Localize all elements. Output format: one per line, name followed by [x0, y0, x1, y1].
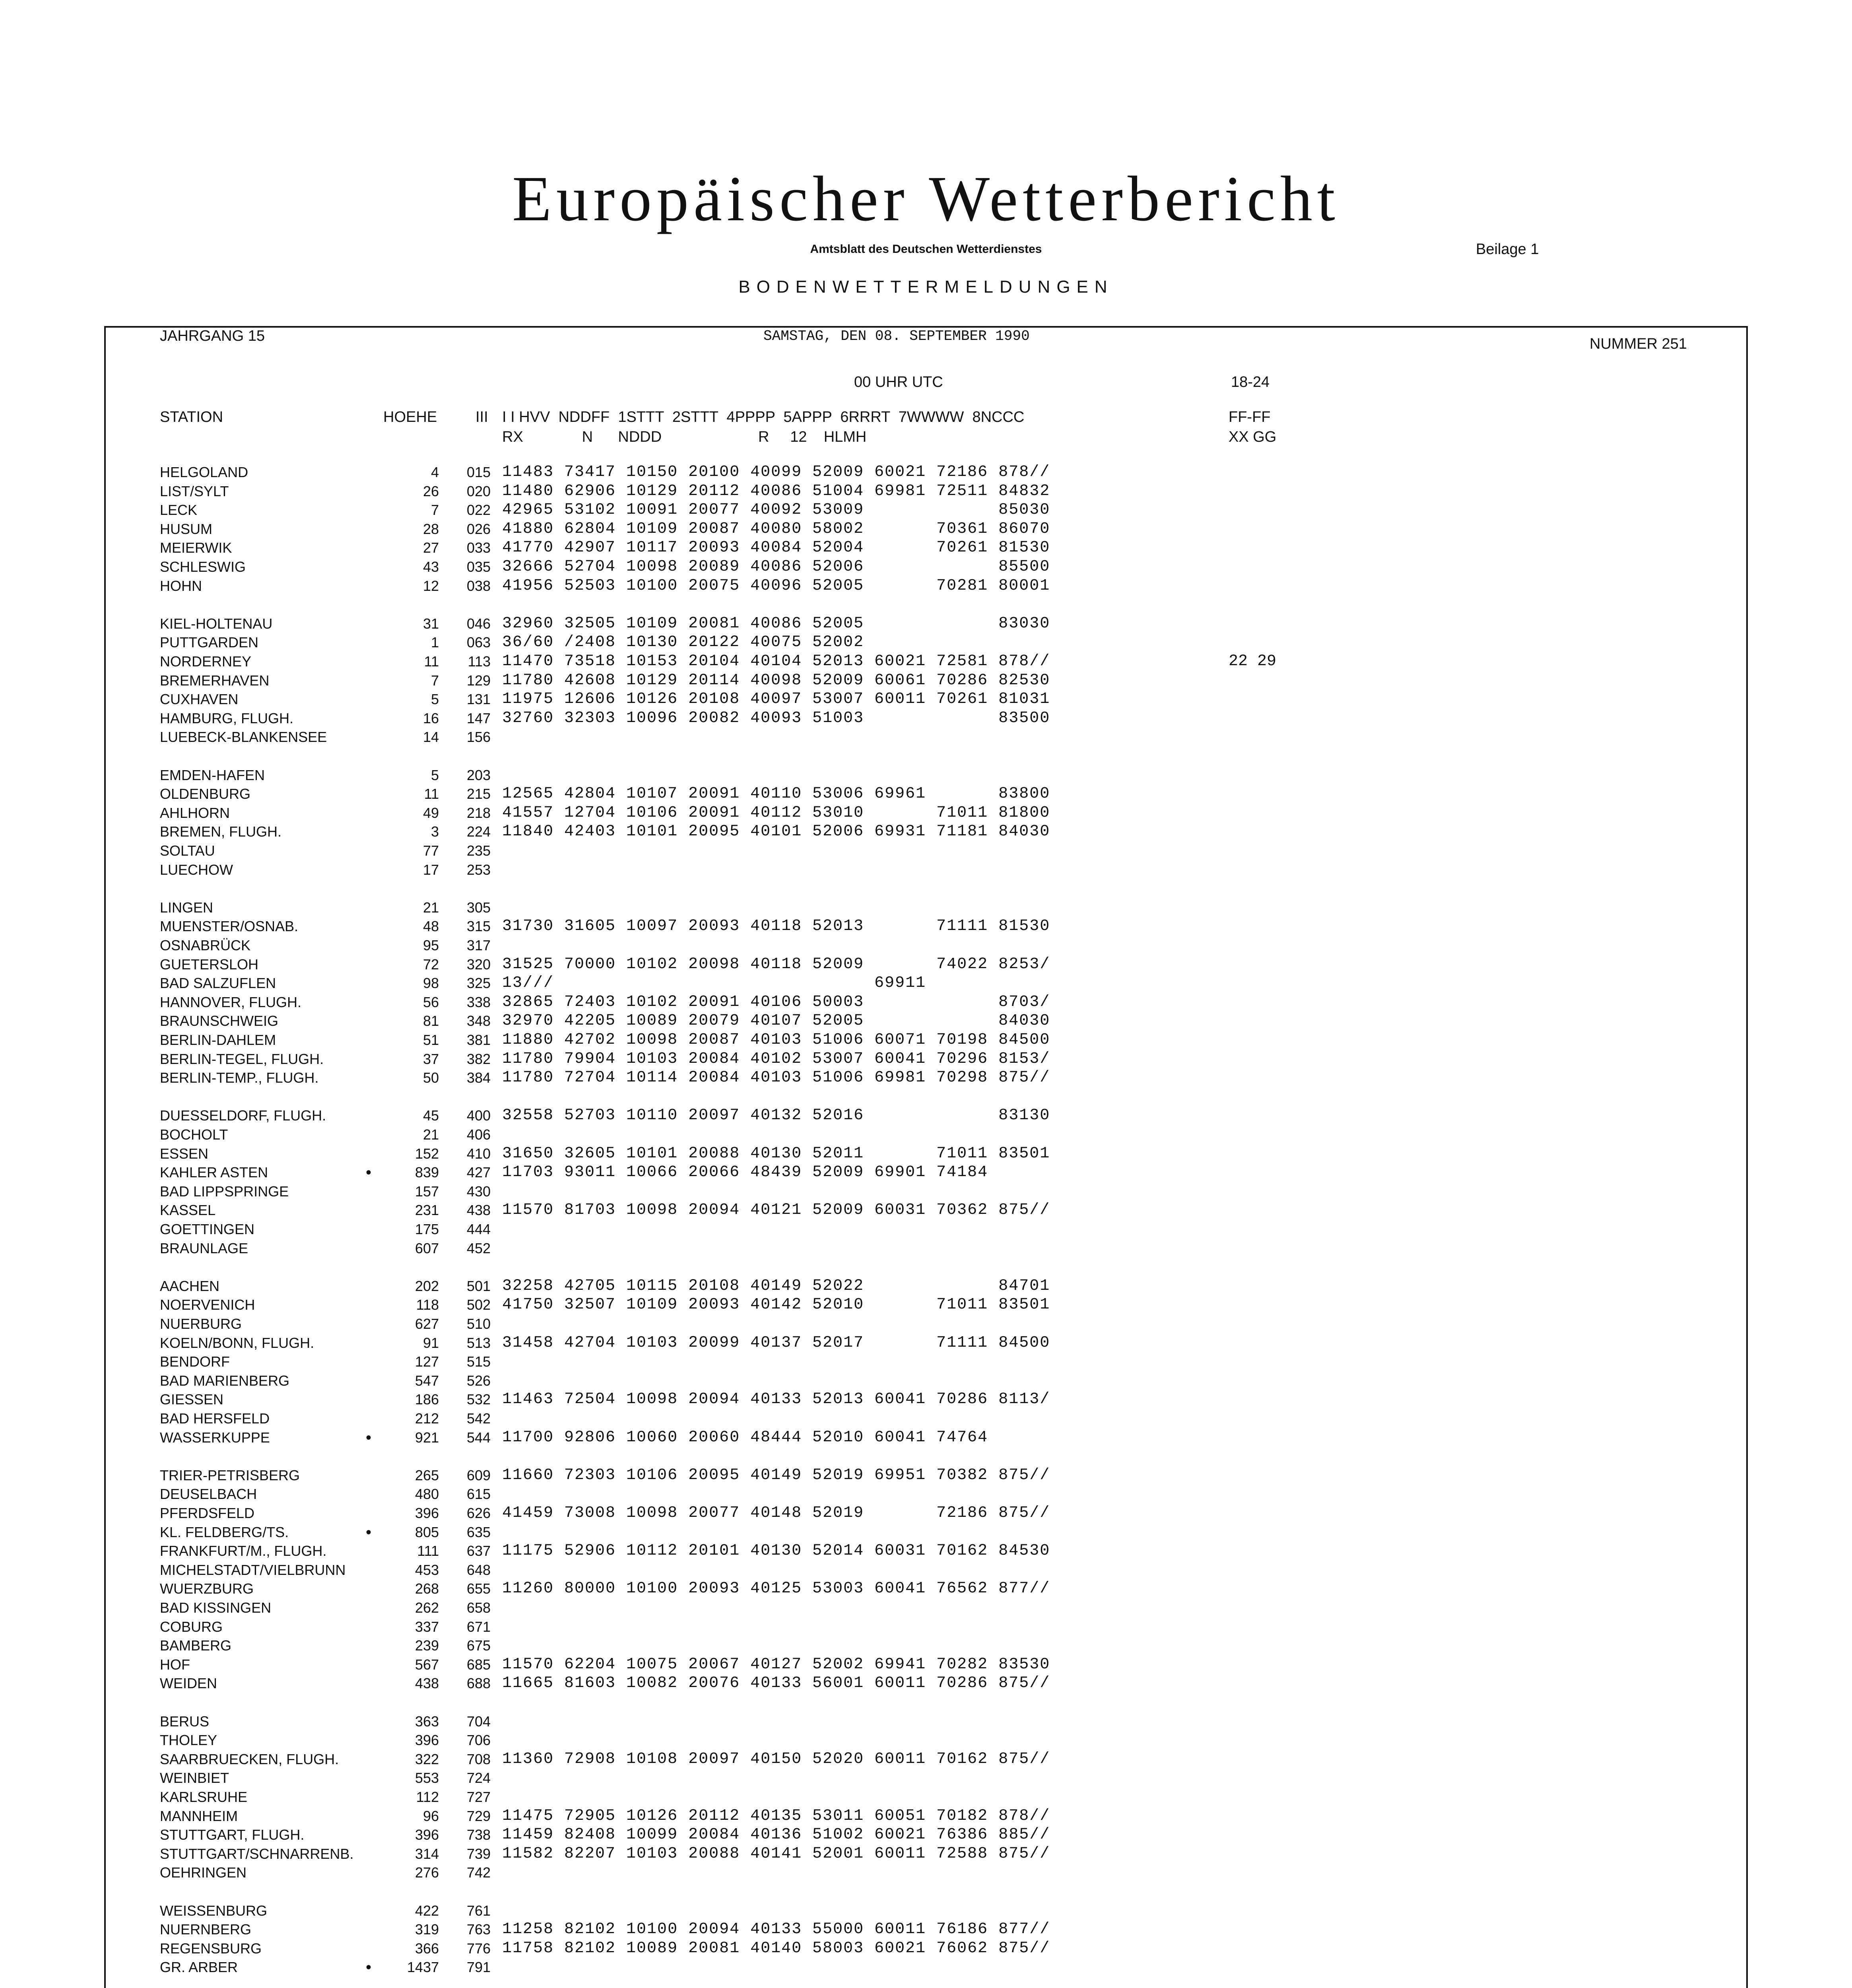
station-id: 791	[466, 1959, 491, 1976]
station-height: 37	[423, 1050, 439, 1067]
station-id: 338	[466, 994, 491, 1010]
station-name: HOF	[160, 1656, 190, 1673]
station-codes: 11780 72704 10114 20084 40103 51006 69981 70298 875//	[502, 1069, 1050, 1087]
station-height: 1	[431, 634, 439, 651]
station-height: 11	[424, 786, 439, 802]
station-codes: 32666 52704 10098 20089 40086 52006 85500	[502, 558, 1050, 576]
station-codes: 11880 42702 10098 20087 40103 51006 60071 70198 84500	[502, 1031, 1050, 1049]
station-id: 046	[466, 615, 491, 632]
station-id: 532	[466, 1391, 491, 1408]
station-name: KAHLER ASTEN	[160, 1164, 268, 1181]
station-name: BAD KISSINGEN	[160, 1600, 272, 1616]
station-height: 5	[431, 767, 439, 783]
station-codes: 11175 52906 10112 20101 40130 52014 60031 70162 84530	[502, 1542, 1050, 1560]
station-codes: 32258 42705 10115 20108 40149 52022 84701	[502, 1277, 1050, 1295]
station-codes: 36/60 /2408 10130 20122 40075 52002	[502, 633, 864, 652]
station-name: WEINBIET	[160, 1770, 229, 1786]
station-name: CUXHAVEN	[160, 691, 239, 708]
station-height: 157	[415, 1183, 439, 1200]
station-codes: 13/// 69911	[502, 974, 926, 992]
station-id: 502	[466, 1297, 491, 1313]
station-height: 396	[415, 1505, 439, 1521]
station-name: AHLHORN	[160, 804, 230, 821]
station-name: BRAUNLAGE	[160, 1240, 248, 1256]
station-height: 17	[423, 861, 439, 878]
station-codes: 11360 72908 10108 20097 40150 52020 60011 70162 875//	[502, 1750, 1050, 1768]
station-height: 91	[423, 1334, 439, 1351]
station-name: SCHLESWIG	[160, 559, 246, 575]
station-name: THOLEY	[160, 1732, 217, 1749]
station-id: 215	[466, 786, 491, 802]
station-height: 77	[423, 843, 439, 859]
station-height: 95	[423, 937, 439, 953]
station-id: 685	[466, 1656, 491, 1673]
column-header-hoehe: HOEHE	[383, 409, 437, 425]
station-name: FRANKFURT/M., FLUGH.	[160, 1543, 327, 1559]
station-id: 738	[466, 1827, 491, 1843]
station-id: 438	[466, 1202, 491, 1219]
station-id: 542	[466, 1410, 491, 1427]
column-header-codes-line1: I I HVV NDDFF 1STTT 2STTT 4PPPP 5APPP 6RRRT 7WWWW 8NCCC	[502, 409, 1025, 425]
station-name: GUETERSLOH	[160, 956, 259, 973]
station-name: WEIDEN	[160, 1675, 217, 1692]
station-height: 231	[415, 1202, 439, 1219]
station-id: 609	[466, 1467, 491, 1483]
station-id: 315	[466, 918, 491, 935]
station-height: 112	[416, 1789, 439, 1805]
mountain-station-marker: •	[366, 1959, 372, 1976]
station-codes: 41880 62804 10109 20087 40080 58002 70361 86070	[502, 520, 1050, 538]
station-height: 276	[415, 1864, 439, 1881]
station-name: BOCHOLT	[160, 1126, 228, 1143]
station-id: 761	[466, 1902, 491, 1919]
station-name: HAMBURG, FLUGH.	[160, 710, 294, 726]
station-id: 739	[466, 1845, 491, 1862]
station-height: 438	[415, 1675, 439, 1692]
station-name: KARLSRUHE	[160, 1789, 248, 1805]
station-id: 410	[466, 1145, 491, 1162]
station-height: 11	[424, 653, 439, 670]
station-name: DUESSELDORF, FLUGH.	[160, 1107, 326, 1124]
issue-number: NUMMER 251	[1590, 336, 1687, 352]
station-height: 118	[416, 1297, 439, 1313]
station-codes: 11470 73518 10153 20104 40104 52013 60021 72581 878//	[502, 652, 1050, 670]
station-id: 513	[466, 1334, 491, 1351]
station-height: 567	[415, 1656, 439, 1673]
station-id: 320	[466, 956, 491, 973]
station-codes: 11459 82408 10099 20084 40136 51002 60021 76386 885//	[502, 1826, 1050, 1844]
station-codes: 31730 31605 10097 20093 40118 52013 71111 81530	[502, 917, 1050, 936]
period-label: 18-24	[1231, 374, 1270, 390]
station-id: 035	[466, 559, 491, 575]
supplement-label: Beilage 1	[1476, 241, 1539, 258]
station-codes: 11758 82102 10089 20081 40140 58003 60021 76062 875//	[502, 1939, 1050, 1957]
station-codes: 11703 93011 10066 20066 48439 52009 69901 74184	[502, 1163, 988, 1182]
station-name: BERLIN-TEMP., FLUGH.	[160, 1070, 319, 1086]
station-id: 224	[466, 823, 491, 840]
station-id: 615	[466, 1486, 491, 1503]
station-height: 12	[423, 577, 439, 594]
station-id: 129	[466, 672, 491, 689]
station-id: 317	[466, 937, 491, 953]
station-height: 127	[415, 1353, 439, 1370]
station-height: 51	[423, 1032, 439, 1048]
station-height: 262	[415, 1600, 439, 1616]
station-height: 14	[423, 729, 439, 746]
column-header-codes-line2: RX N NDDD R 12 HLMH	[502, 429, 867, 445]
station-name: SOLTAU	[160, 843, 215, 859]
column-header-station: STATION	[160, 409, 223, 425]
station-name: LECK	[160, 502, 198, 518]
station-height: 453	[415, 1561, 439, 1578]
station-codes: 42965 53102 10091 20077 40092 53009 85030	[502, 501, 1050, 519]
mountain-station-marker: •	[366, 1429, 372, 1446]
station-height: 553	[415, 1770, 439, 1786]
station-height: 839	[415, 1164, 439, 1181]
station-height: 45	[423, 1107, 439, 1124]
station-height: 322	[415, 1751, 439, 1767]
station-codes: 11258 82102 10100 20094 40133 55000 60011 76186 877//	[502, 1920, 1050, 1939]
station-name: KL. FELDBERG/TS.	[160, 1524, 289, 1540]
station-height: 480	[415, 1486, 439, 1503]
station-gust: 22 29	[1229, 652, 1277, 670]
station-codes: 11463 72504 10098 20094 40133 52013 60041 70286 8113/	[502, 1390, 1050, 1409]
station-height: 396	[415, 1827, 439, 1843]
station-id: 626	[466, 1505, 491, 1521]
station-codes: 41750 32507 10109 20093 40142 52010 71011 83501	[502, 1296, 1050, 1314]
station-id: 305	[466, 899, 491, 916]
station-id: 113	[468, 653, 491, 670]
station-height: 31	[423, 615, 439, 632]
station-id: 763	[466, 1921, 491, 1938]
station-height: 175	[415, 1221, 439, 1237]
station-codes: 31458 42704 10103 20099 40137 52017 71111 84500	[502, 1334, 1050, 1352]
station-name: PFERDSFELD	[160, 1505, 255, 1521]
station-codes: 11700 92806 10060 20060 48444 52010 60041 74764	[502, 1428, 988, 1446]
station-height: 3	[431, 823, 439, 840]
station-id: 729	[466, 1807, 491, 1824]
station-height: 202	[415, 1277, 439, 1294]
station-id: 704	[466, 1713, 491, 1730]
station-name: STUTTGART, FLUGH.	[160, 1827, 305, 1843]
station-id: 020	[466, 483, 491, 499]
station-codes: 31650 32605 10101 20088 40130 52011 71011 83501	[502, 1144, 1050, 1163]
station-id: 501	[466, 1277, 491, 1294]
station-height: 366	[415, 1940, 439, 1957]
station-id: 671	[466, 1618, 491, 1635]
station-name: KIEL-HOLTENAU	[160, 615, 273, 632]
station-codes: 11780 42608 10129 20114 40098 52009 60061 70286 82530	[502, 671, 1050, 689]
station-name: HELGOLAND	[160, 464, 248, 480]
station-name: PUTTGARDEN	[160, 634, 259, 651]
station-id: 444	[466, 1221, 491, 1237]
station-codes: 41770 42907 10117 20093 40084 52004 70261 81530	[502, 539, 1050, 557]
station-height: 21	[423, 899, 439, 916]
station-height: 627	[415, 1316, 439, 1332]
station-id: 131	[466, 691, 491, 708]
station-name: MUENSTER/OSNAB.	[160, 918, 299, 935]
station-height: 337	[415, 1618, 439, 1635]
station-name: BAD LIPPSPRINGE	[160, 1183, 289, 1200]
station-name: KASSEL	[160, 1202, 216, 1219]
station-height: 265	[415, 1467, 439, 1483]
station-name: WASSERKUPPE	[160, 1429, 270, 1446]
station-id: 325	[466, 975, 491, 992]
station-codes: 41557 12704 10106 20091 40112 53010 71011 81800	[502, 804, 1050, 822]
station-name: MEIERWIK	[160, 540, 232, 556]
station-id: 022	[466, 502, 491, 518]
station-name: NUERBURG	[160, 1316, 242, 1332]
station-height: 50	[423, 1070, 439, 1086]
station-codes: 11780 79904 10103 20084 40102 53007 60041 70296 8153/	[502, 1050, 1050, 1068]
station-codes: 11975 12606 10126 20108 40097 53007 60011 70261 81031	[502, 690, 1050, 709]
section-title: BODENWETTERMELDUNGEN	[738, 277, 1114, 297]
station-height: 21	[423, 1126, 439, 1143]
station-name: BAD HERSFELD	[160, 1410, 270, 1427]
station-name: BENDORF	[160, 1353, 230, 1370]
station-id: 038	[466, 577, 491, 594]
station-name: STUTTGART/SCHNARRENB.	[160, 1845, 354, 1862]
station-name: MICHELSTADT/VIELBRUNN	[160, 1561, 346, 1578]
station-name: BAD MARIENBERG	[160, 1372, 290, 1389]
station-height: 268	[415, 1580, 439, 1597]
station-name: LUEBECK-BLANKENSEE	[160, 729, 327, 746]
station-codes: 32865 72403 10102 20091 40106 50003 8703/	[502, 993, 1050, 1011]
station-id: 510	[466, 1316, 491, 1332]
station-name: LINGEN	[160, 899, 214, 916]
station-codes: 11483 73417 10150 20100 40099 52009 60021 72186 878//	[502, 463, 1050, 481]
station-height: 111	[417, 1543, 439, 1559]
station-id: 203	[466, 767, 491, 783]
station-codes: 32760 32303 10096 20082 40093 51003 83500	[502, 709, 1050, 727]
station-name: NUERNBERG	[160, 1921, 252, 1938]
station-height: 7	[431, 502, 439, 518]
station-height: 16	[423, 710, 439, 726]
station-height: 48	[423, 918, 439, 935]
station-codes: 32558 52703 10110 20097 40132 52016 83130	[502, 1107, 1050, 1125]
station-height: 422	[415, 1902, 439, 1919]
station-name: SAARBRUECKEN, FLUGH.	[160, 1751, 339, 1767]
column-header-iii: III	[476, 409, 488, 425]
station-name: OSNABRÜCK	[160, 937, 251, 953]
station-height: 26	[423, 483, 439, 499]
station-codes: 11260 80000 10100 20093 40125 53003 60041 76562 877//	[502, 1580, 1050, 1598]
station-name: HANNOVER, FLUGH.	[160, 994, 302, 1010]
station-name: WEISSENBURG	[160, 1902, 268, 1919]
station-codes: 32970 42205 10089 20079 40107 52005 84030	[502, 1012, 1050, 1030]
station-height: 805	[415, 1524, 439, 1540]
station-height: 607	[415, 1240, 439, 1256]
station-height: 1437	[407, 1959, 439, 1976]
station-name: ESSEN	[160, 1145, 209, 1162]
mountain-station-marker: •	[366, 1164, 372, 1182]
station-id: 033	[466, 540, 491, 556]
station-id: 253	[466, 861, 491, 878]
station-id: 406	[466, 1126, 491, 1143]
station-id: 544	[466, 1429, 491, 1446]
station-height: 72	[423, 956, 439, 973]
station-name: HUSUM	[160, 520, 212, 537]
station-height: 363	[415, 1713, 439, 1730]
station-name: BERLIN-DAHLEM	[160, 1032, 276, 1048]
station-id: 526	[466, 1372, 491, 1389]
station-name: GIESSEN	[160, 1391, 224, 1408]
station-name: BAMBERG	[160, 1637, 232, 1654]
mountain-station-marker: •	[366, 1523, 372, 1541]
station-id: 015	[466, 464, 491, 480]
station-id: 648	[466, 1561, 491, 1578]
station-codes: 11660 72303 10106 20095 40149 52019 69951 70382 875//	[502, 1466, 1050, 1484]
station-id: 382	[466, 1050, 491, 1067]
station-codes: 11570 81703 10098 20094 40121 52009 60031 70362 875//	[502, 1201, 1050, 1219]
station-id: 026	[466, 520, 491, 537]
station-height: 5	[431, 691, 439, 708]
station-id: 400	[466, 1107, 491, 1124]
station-name: MANNHEIM	[160, 1807, 238, 1824]
station-id: 381	[466, 1032, 491, 1048]
station-id: 235	[466, 843, 491, 859]
station-id: 452	[466, 1240, 491, 1256]
station-id: 348	[466, 1013, 491, 1029]
station-name: BRAUNSCHWEIG	[160, 1013, 279, 1029]
station-height: 239	[415, 1637, 439, 1654]
station-codes: 11665 81603 10082 20076 40133 56001 60011 70286 875//	[502, 1674, 1050, 1693]
station-id: 776	[466, 1940, 491, 1957]
station-height: 28	[423, 520, 439, 537]
publication-subtitle: Amtsblatt des Deutschen Wetterdienstes	[810, 243, 1042, 256]
station-name: WUERZBURG	[160, 1580, 254, 1597]
station-codes: 41459 73008 10098 20077 40148 52019 72186 875//	[502, 1504, 1050, 1522]
station-id: 384	[466, 1070, 491, 1086]
station-codes: 41956 52503 10100 20075 40096 52005 70281 80001	[502, 577, 1050, 595]
station-name: BERUS	[160, 1713, 210, 1730]
station-height: 186	[415, 1391, 439, 1408]
station-name: LIST/SYLT	[160, 483, 229, 499]
station-height: 81	[423, 1013, 439, 1029]
report-date: SAMSTAG, DEN 08. SEPTEMBER 1990	[763, 328, 1030, 344]
station-name: DEUSELBACH	[160, 1486, 257, 1503]
station-height: 319	[415, 1921, 439, 1938]
station-height: 152	[415, 1145, 439, 1162]
station-codes: 11480 62906 10129 20112 40086 51004 69981 72511 84832	[502, 482, 1050, 500]
station-name: GOETTINGEN	[160, 1221, 255, 1237]
station-codes: 31525 70000 10102 20098 40118 52009 74022 8253/	[502, 955, 1050, 973]
station-name: TRIER-PETRISBERG	[160, 1467, 300, 1483]
station-name: OEHRINGEN	[160, 1864, 247, 1881]
station-codes: 11582 82207 10103 20088 40141 52001 60011 72588 875//	[502, 1844, 1050, 1863]
station-name: COBURG	[160, 1618, 223, 1635]
station-id: 427	[466, 1164, 491, 1181]
station-codes: 32960 32505 10109 20081 40086 52005 83030	[502, 614, 1050, 633]
observation-time: 00 UHR UTC	[854, 374, 943, 390]
station-height: 98	[423, 975, 439, 992]
station-id: 515	[466, 1353, 491, 1370]
station-id: 147	[466, 710, 491, 726]
station-id: 706	[466, 1732, 491, 1749]
column-header-ff-line2: XX GG	[1229, 429, 1277, 445]
station-id: 063	[466, 634, 491, 651]
station-id: 218	[466, 804, 491, 821]
station-height: 27	[423, 540, 439, 556]
station-height: 4	[431, 464, 439, 480]
station-name: LUECHOW	[160, 861, 233, 878]
station-name: REGENSBURG	[160, 1940, 262, 1957]
station-name: BERLIN-TEGEL, FLUGH.	[160, 1050, 324, 1067]
station-id: 658	[466, 1600, 491, 1616]
station-id: 675	[466, 1637, 491, 1654]
station-name: OLDENBURG	[160, 786, 251, 802]
station-name: EMDEN-HAFEN	[160, 767, 265, 783]
station-name: BREMEN, FLUGH.	[160, 823, 282, 840]
station-id: 742	[466, 1864, 491, 1881]
station-name: BAD SALZUFLEN	[160, 975, 276, 992]
station-codes: 11475 72905 10126 20112 40135 53011 60051 70182 878//	[502, 1807, 1050, 1825]
station-height: 49	[423, 804, 439, 821]
station-height: 96	[423, 1807, 439, 1824]
column-header-ff-line1: FF-FF	[1229, 409, 1271, 425]
station-height: 43	[423, 559, 439, 575]
station-name: NOERVENICH	[160, 1297, 255, 1313]
station-height: 547	[415, 1372, 439, 1389]
station-codes: 11570 62204 10075 20067 40127 52002 69941 70282 83530	[502, 1655, 1050, 1673]
station-height: 396	[415, 1732, 439, 1749]
station-height: 7	[431, 672, 439, 689]
station-id: 724	[466, 1770, 491, 1786]
station-height: 921	[415, 1429, 439, 1446]
station-id: 727	[466, 1789, 491, 1805]
station-id: 708	[466, 1751, 491, 1767]
station-codes: 12565 42804 10107 20091 40110 53006 69961 83800	[502, 785, 1050, 803]
station-height: 314	[415, 1845, 439, 1862]
station-id: 156	[466, 729, 491, 746]
station-name: AACHEN	[160, 1277, 220, 1294]
station-name: KOELN/BONN, FLUGH.	[160, 1334, 314, 1351]
station-id: 688	[466, 1675, 491, 1692]
station-name: BREMERHAVEN	[160, 672, 270, 689]
station-id: 430	[466, 1183, 491, 1200]
station-height: 212	[415, 1410, 439, 1427]
station-name: NORDERNEY	[160, 653, 252, 670]
station-id: 637	[466, 1543, 491, 1559]
page-title: Europäischer Wetterbericht	[512, 163, 1340, 235]
volume-label: JAHRGANG 15	[160, 328, 265, 344]
station-name: HOHN	[160, 577, 202, 594]
station-id: 635	[466, 1524, 491, 1540]
station-id: 655	[466, 1580, 491, 1597]
station-name: GR. ARBER	[160, 1959, 238, 1976]
station-codes: 11840 42403 10101 20095 40101 52006 69931 71181 84030	[502, 823, 1050, 841]
station-height: 56	[423, 994, 439, 1010]
